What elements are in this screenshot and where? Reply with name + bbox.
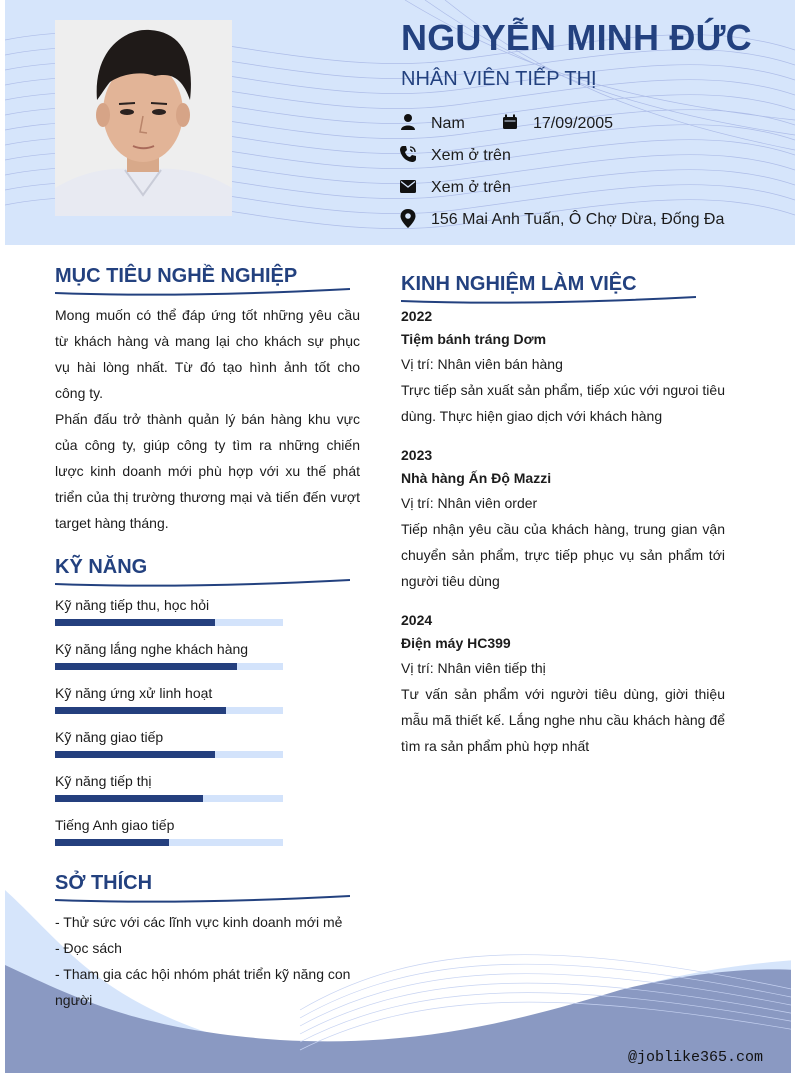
skill-bar-track (55, 795, 283, 802)
birthdate-value: 17/09/2005 (533, 115, 614, 132)
experience-year: 2024 (401, 612, 433, 628)
skill-bar-track (55, 619, 283, 626)
experience-role: Vị trí: Nhân viên tiếp thị (401, 660, 546, 676)
experience-description: Trực tiếp sản xuất sản phẩm, tiếp xúc với ngưoi tiêu dùng. Thực hiện giao dịch với khách hàng (401, 382, 725, 424)
experience-role: Vị trí: Nhân viên order (401, 495, 538, 511)
calendar-icon (502, 114, 518, 130)
experience-company: Tiệm bánh tráng Dơm (401, 331, 547, 347)
map-pin-icon (400, 209, 416, 228)
job-title: NHÂN VIÊN TIẾP THỊ (401, 68, 597, 90)
experience-description: Tư vấn sản phẩm với người tiêu dùng, giời thiệu mẫu mã thiết kế. Lắng nghe nhu cầu khách hàng để tìm ra sản phẩm phù hợp nhất (401, 686, 725, 754)
experience-company: Điện máy HC399 (401, 635, 511, 651)
profile-photo (55, 20, 232, 216)
skill-bar-fill (55, 839, 169, 846)
experience-role: Vị trí: Nhân viên bán hàng (401, 356, 563, 372)
experience-description: Tiếp nhận yêu cầu của khách hàng, trung gian vận chuyển sản phẩm, trực tiếp phục vụ sản phẩm tới người tiêu dùng (401, 521, 725, 589)
candidate-name: NGUYỄN MINH ĐỨC (401, 17, 752, 58)
skill-bar-fill (55, 795, 203, 802)
skill-label: Tiếng Anh giao tiếp (55, 817, 175, 833)
skill-label: Kỹ năng tiếp thu, học hỏi (55, 597, 210, 613)
objective-paragraph-1: Mong muốn có thể đáp ứng tốt những yêu cầu từ khách hàng và mang lại cho khách sự phục vụ hài lòng nhất. Từ đó tạo hình ảnh tốt cho công ty. (55, 307, 360, 401)
hobby-item: - Tham gia các hội nhóm phát triển kỹ năng con người (55, 966, 351, 1008)
skill-bar-track (55, 839, 283, 846)
experience-heading: KINH NGHIỆM LÀM VIỆC (401, 273, 637, 295)
hobby-item: - Đọc sách (55, 940, 122, 956)
gender-value: Nam (431, 115, 465, 132)
experience-year: 2022 (401, 308, 433, 324)
objective-paragraph-2: Phấn đấu trở thành quản lý bán hàng khu vực của công ty, giúp công ty tìm ra những chiến lược kinh doanh mới phù hợp với xu thế phát triển của thị trường thương mại và tiến đến vượt target hàng tháng. (55, 411, 360, 531)
skill-bar-track (55, 663, 283, 670)
envelope-icon (400, 180, 416, 193)
hobby-item: - Thử sức với các lĩnh vực kinh doanh mới mẻ (55, 914, 343, 930)
experience-company: Nhà hàng Ấn Độ Mazzi (401, 470, 552, 486)
skill-label: Kỹ năng lắng nghe khách hàng (55, 641, 249, 657)
skill-label: Kỹ năng ứng xử linh hoạt (55, 685, 213, 701)
hobbies-heading: SỞ THÍCH (55, 872, 153, 894)
address-value: 156 Mai Anh Tuấn, Ô Chợ Dừa, Đống Đa (431, 211, 725, 228)
experience-year: 2023 (401, 447, 433, 463)
skill-bar-fill (55, 751, 215, 758)
phone-icon (399, 145, 417, 163)
email-value: Xem ở trên (431, 179, 511, 196)
skills-underline (55, 578, 350, 588)
skill-bar-fill (55, 619, 215, 626)
user-icon (399, 113, 417, 131)
skill-bar-fill (55, 663, 237, 670)
watermark-text: @joblike365.com (628, 1049, 764, 1066)
experience-underline (401, 295, 696, 305)
skill-bar-fill (55, 707, 226, 714)
skill-bar-track (55, 707, 283, 714)
skills-heading: KỸ NĂNG (55, 556, 148, 578)
hobbies-underline (55, 894, 350, 904)
skill-label: Kỹ năng giao tiếp (55, 729, 164, 745)
skill-bar-track (55, 751, 283, 758)
skill-label: Kỹ năng tiếp thị (55, 773, 152, 789)
objective-heading: MỤC TIÊU NGHỀ NGHIỆP (55, 265, 298, 287)
objective-underline (55, 287, 350, 297)
phone-value: Xem ở trên (431, 147, 511, 164)
